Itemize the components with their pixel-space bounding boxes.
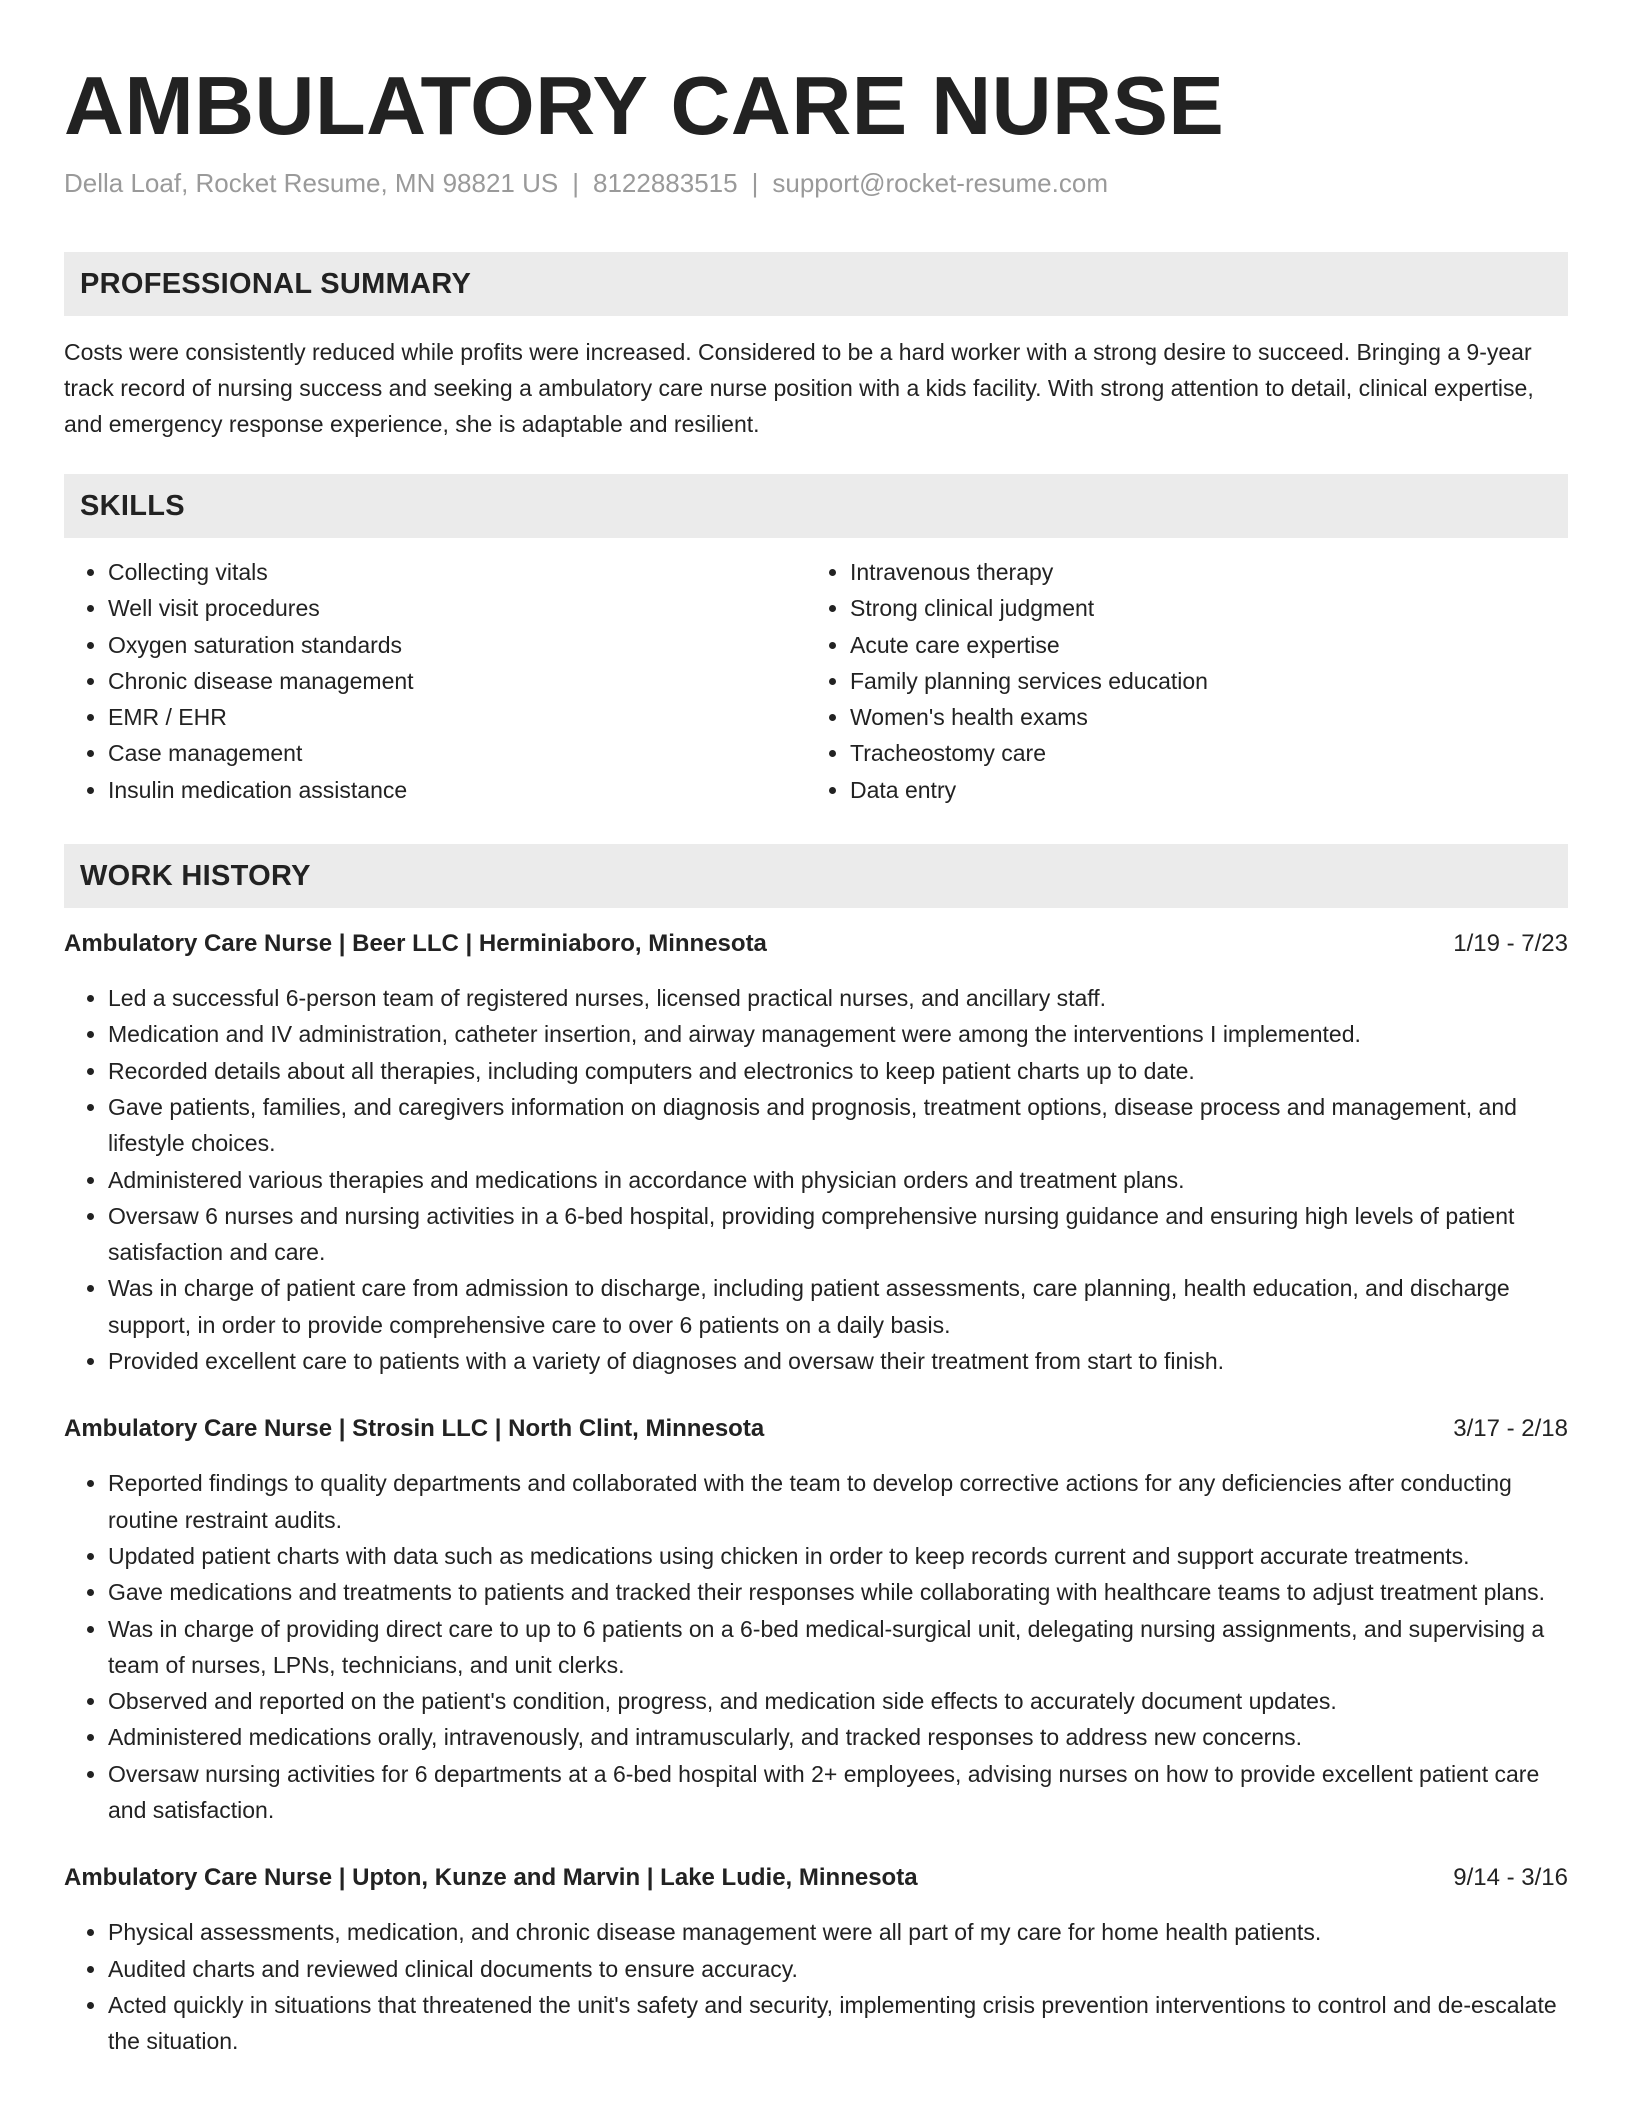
- job-bullet: • Was in charge of patient care from admission to discharge, including patient assessments, care planning, health education, and discharge support, in order to provide comprehensive care to over 6 patients on a daily basis.: [108, 1270, 1568, 1343]
- job-dates: 1/19 - 7/23: [1453, 930, 1568, 958]
- skill-item: • Oxygen saturation standards: [108, 627, 806, 663]
- skill-item: • Women's health exams: [850, 699, 1548, 735]
- job-bullet: • Gave medications and treatments to patients and tracked their responses while collaborating with healthcare teams to adjust treatment plans.: [108, 1574, 1568, 1610]
- skill-item: • Acute care expertise: [850, 627, 1548, 663]
- skill-item: • Strong clinical judgment: [850, 590, 1548, 626]
- contact-separator: |: [751, 168, 759, 198]
- skill-item: • Data entry: [850, 772, 1548, 808]
- resume-page: [64, 0, 1568, 2060]
- skill-item: • Family planning services education: [850, 663, 1548, 699]
- skill-item: • Tracheostomy care: [850, 735, 1548, 771]
- skill-item: • Well visit procedures: [108, 590, 806, 626]
- contact-line: [64, 166, 1568, 200]
- skill-item: • Insulin medication assistance: [108, 772, 806, 808]
- job-entry: [64, 1860, 1568, 2059]
- job-header: [64, 1411, 1568, 1447]
- job-dates: 9/14 - 3/16: [1453, 1864, 1568, 1892]
- job-bullet: • Was in charge of providing direct care to up to 6 patients on a 6-bed medical-surgical unit, delegating nursing assignments, and supervising a team of nurses, LPNs, technicians, and unit clerks.: [108, 1611, 1568, 1684]
- job-bullet: • Observed and reported on the patient's condition, progress, and medication side effects to accurately document updates.: [108, 1683, 1568, 1719]
- job-entry: [64, 1411, 1568, 1828]
- job-bullet: • Administered various therapies and medications in accordance with physician orders and treatment plans.: [108, 1162, 1568, 1198]
- job-bullet: • Physical assessments, medication, and chronic disease management were all part of my care for home health patients.: [108, 1914, 1568, 1950]
- work-history-heading: WORK HISTORY: [64, 844, 1568, 908]
- skill-item: • Intravenous therapy: [850, 554, 1548, 590]
- contact-separator: |: [572, 168, 579, 198]
- skill-item: • Collecting vitals: [108, 554, 806, 590]
- job-bullet: • Oversaw nursing activities for 6 departments at a 6-bed hospital with 2+ employees, advising nurses on how to provide excellent patient care and satisfaction.: [108, 1756, 1568, 1829]
- job-bullet: • Provided excellent care to patients with a variety of diagnoses and oversaw their treatment from start to finish.: [108, 1343, 1568, 1379]
- contact-address: Della Loaf, Rocket Resume, MN 98821 US: [64, 168, 559, 198]
- job-title: Ambulatory Care Nurse | Upton, Kunze and Marvin | Lake Ludie, Minnesota: [64, 1864, 918, 1892]
- job-title: Ambulatory Care Nurse | Beer LLC | Herminiaboro, Minnesota: [64, 930, 767, 958]
- job-bullets: [64, 1914, 1568, 2059]
- skills-list: [64, 554, 1568, 808]
- job-bullets: [64, 1465, 1568, 1828]
- job-bullet: • Medication and IV administration, catheter insertion, and airway management were among the interventions I implemented.: [108, 1016, 1568, 1052]
- skills-heading: SKILLS: [64, 474, 1568, 538]
- resume-title: AMBULATORY CARE NURSE: [64, 59, 1225, 152]
- job-dates: 3/17 - 2/18: [1453, 1415, 1568, 1443]
- summary-heading: PROFESSIONAL SUMMARY: [64, 252, 1568, 316]
- summary-text: Costs were consistently reduced while profits were increased. Considered to be a hard worker with a strong desire to succeed. Bringing a 9-year track record of nursing success and seeking a ambulatory care nurse position with a kids facility. With strong attention to detail, clinical expertise, and emergency response experience, she is adaptable and resilient.: [64, 339, 1534, 437]
- job-title: Ambulatory Care Nurse | Strosin LLC | North Clint, Minnesota: [64, 1415, 765, 1443]
- job-bullet: • Audited charts and reviewed clinical documents to ensure accuracy.: [108, 1951, 1568, 1987]
- job-header: [64, 1860, 1568, 1896]
- job-bullet: • Led a successful 6-person team of registered nurses, licensed practical nurses, and ancillary staff.: [108, 980, 1568, 1016]
- contact-email: support@rocket-resume.com: [772, 168, 1108, 198]
- skill-item: • Case management: [108, 735, 806, 771]
- job-bullet: • Acted quickly in situations that threatened the unit's safety and security, implementing crisis prevention interventions to control and de-escalate the situation.: [108, 1987, 1568, 2060]
- skill-item: • Chronic disease management: [108, 663, 806, 699]
- job-entry: [64, 926, 1568, 1379]
- skills-column-right: [806, 554, 1548, 808]
- job-bullet: • Updated patient charts with data such as medications using chicken in order to keep records current and support accurate treatments.: [108, 1538, 1568, 1574]
- job-bullet: • Recorded details about all therapies, including computers and electronics to keep patient charts up to date.: [108, 1053, 1568, 1089]
- job-header: [64, 926, 1568, 962]
- job-bullet: • Gave patients, families, and caregivers information on diagnosis and prognosis, treatment options, disease process and management, and lifestyle choices.: [108, 1089, 1568, 1162]
- job-bullet: • Reported findings to quality departments and collaborated with the team to develop corrective actions for any deficiencies after conducting routine restraint audits.: [108, 1465, 1568, 1538]
- skill-item: • EMR / EHR: [108, 699, 806, 735]
- contact-phone: 8122883515: [593, 168, 738, 198]
- job-bullets: [64, 980, 1568, 1379]
- job-bullet: • Oversaw 6 nurses and nursing activities in a 6-bed hospital, providing comprehensive nursing guidance and ensuring high levels of patient satisfaction and care.: [108, 1198, 1568, 1271]
- skills-column-left: [64, 554, 806, 808]
- job-bullet: • Administered medications orally, intravenously, and intramuscularly, and tracked responses to address new concerns.: [108, 1719, 1568, 1755]
